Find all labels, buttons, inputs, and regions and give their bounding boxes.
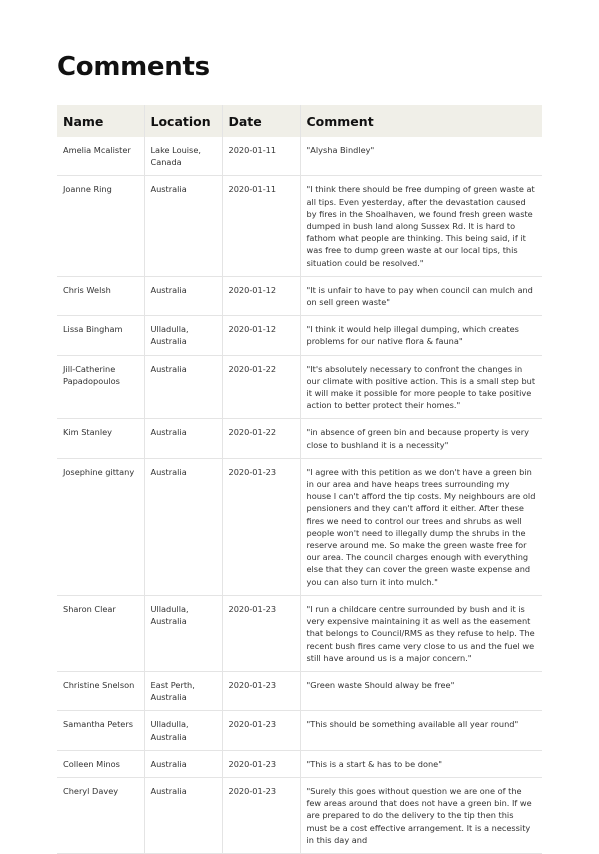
cell-location: Australia <box>144 458 222 595</box>
cell-date: 2020-01-12 <box>222 276 300 315</box>
cell-date: 2020-01-22 <box>222 419 300 458</box>
cell-location: Ulladulla, Australia <box>144 595 222 671</box>
cell-location: Australia <box>144 777 222 853</box>
cell-comment: "This is a start & has to be done" <box>300 750 542 777</box>
cell-location: Ulladulla, Australia <box>144 711 222 750</box>
cell-date: 2020-01-23 <box>222 711 300 750</box>
cell-name: Chris Welsh <box>57 276 144 315</box>
cell-comment: "I agree with this petition as we don't have a green bin in our area and have heaps trees surrounding my house I can't afford the tip costs. My neighbours are old pensioners and they can't afford it either. After these fires we need to control our trees and shrubs as well people won't need to illegally dump the shrubs in the reserve around me. So make the green waste free for our area. The council charges enough with everything else that they can cover the green waste expense and you can also turn it into mulch." <box>300 458 542 595</box>
table-row <box>57 316 542 355</box>
table-row <box>57 671 542 710</box>
table-row <box>57 711 542 750</box>
comments-table-container <box>57 105 542 845</box>
cell-name: Christine Snelson <box>57 671 144 710</box>
cell-name: Samantha Peters <box>57 711 144 750</box>
cell-date: 2020-01-23 <box>222 595 300 671</box>
cell-location: Australia <box>144 355 222 419</box>
cell-location: East Perth, Australia <box>144 671 222 710</box>
cell-name: Cheryl Davey <box>57 777 144 853</box>
cell-comment: "Green waste Should alway be free" <box>300 671 542 710</box>
table-row <box>57 419 542 458</box>
cell-date: 2020-01-23 <box>222 458 300 595</box>
table-row <box>57 276 542 315</box>
table-row <box>57 176 542 276</box>
cell-date: 2020-01-22 <box>222 355 300 419</box>
cell-location: Australia <box>144 176 222 276</box>
cell-comment: "I think there should be free dumping of green waste at all tips. Even yesterday, after the devastation caused by fires in the Shoalhaven, we found fresh green waste dumped in bush land along Sussex Rd. It is hard to fathom what people are thinking. This being said, if it was free to dump green waste at our local tips, this situation could be resolved." <box>300 176 542 276</box>
cell-name: Amelia Mcalister <box>57 137 144 176</box>
column-header-name: Name <box>57 105 144 137</box>
cell-location: Lake Louise, Canada <box>144 137 222 176</box>
cell-location: Australia <box>144 419 222 458</box>
table-row <box>57 777 542 853</box>
table-body <box>57 137 542 853</box>
cell-date: 2020-01-11 <box>222 137 300 176</box>
cell-date: 2020-01-23 <box>222 777 300 853</box>
cell-comment: "It's absolutely necessary to confront the changes in our climate with positive action. This is a small step but it will make it possible for more people to take positive action to better protect their homes." <box>300 355 542 419</box>
cell-comment: "This should be something available all year round" <box>300 711 542 750</box>
cell-name: Kim Stanley <box>57 419 144 458</box>
comments-table <box>57 105 542 854</box>
cell-date: 2020-01-23 <box>222 750 300 777</box>
cell-name: Colleen Minos <box>57 750 144 777</box>
cell-comment: "I run a childcare centre surrounded by bush and it is very expensive maintaining it as well as the easement that belongs to Council/RMS as they refuse to help. The recent bush fires came very close to us and the fuel we still have around us is a major concern." <box>300 595 542 671</box>
cell-name: Lissa Bingham <box>57 316 144 355</box>
cell-name: Sharon Clear <box>57 595 144 671</box>
cell-location: Ulladulla, Australia <box>144 316 222 355</box>
column-header-comment: Comment <box>300 105 542 137</box>
cell-comment: "Surely this goes without question we are one of the few areas around that does not have a green bin. If we are prepared to do the delivery to the tip then this must be a cost effective arrangement. It is a necessity in this day and <box>300 777 542 853</box>
table-row <box>57 750 542 777</box>
cell-location: Australia <box>144 276 222 315</box>
cell-name: Joanne Ring <box>57 176 144 276</box>
column-header-location: Location <box>144 105 222 137</box>
cell-date: 2020-01-12 <box>222 316 300 355</box>
cell-comment: "in absence of green bin and because property is very close to bushland it is a necessity" <box>300 419 542 458</box>
cell-comment: "I think it would help illegal dumping, which creates problems for our native flora & fauna" <box>300 316 542 355</box>
cell-date: 2020-01-23 <box>222 671 300 710</box>
cell-name: Jill-Catherine Papadopoulos <box>57 355 144 419</box>
column-header-date: Date <box>222 105 300 137</box>
cell-comment: "Alysha Bindley" <box>300 137 542 176</box>
table-row <box>57 355 542 419</box>
table-row <box>57 458 542 595</box>
table-header-row <box>57 105 542 137</box>
cell-comment: "It is unfair to have to pay when council can mulch and on sell green waste" <box>300 276 542 315</box>
cell-date: 2020-01-11 <box>222 176 300 276</box>
table-row <box>57 595 542 671</box>
page-title: Comments <box>57 52 210 82</box>
cell-location: Australia <box>144 750 222 777</box>
table-row <box>57 137 542 176</box>
cell-name: Josephine gittany <box>57 458 144 595</box>
